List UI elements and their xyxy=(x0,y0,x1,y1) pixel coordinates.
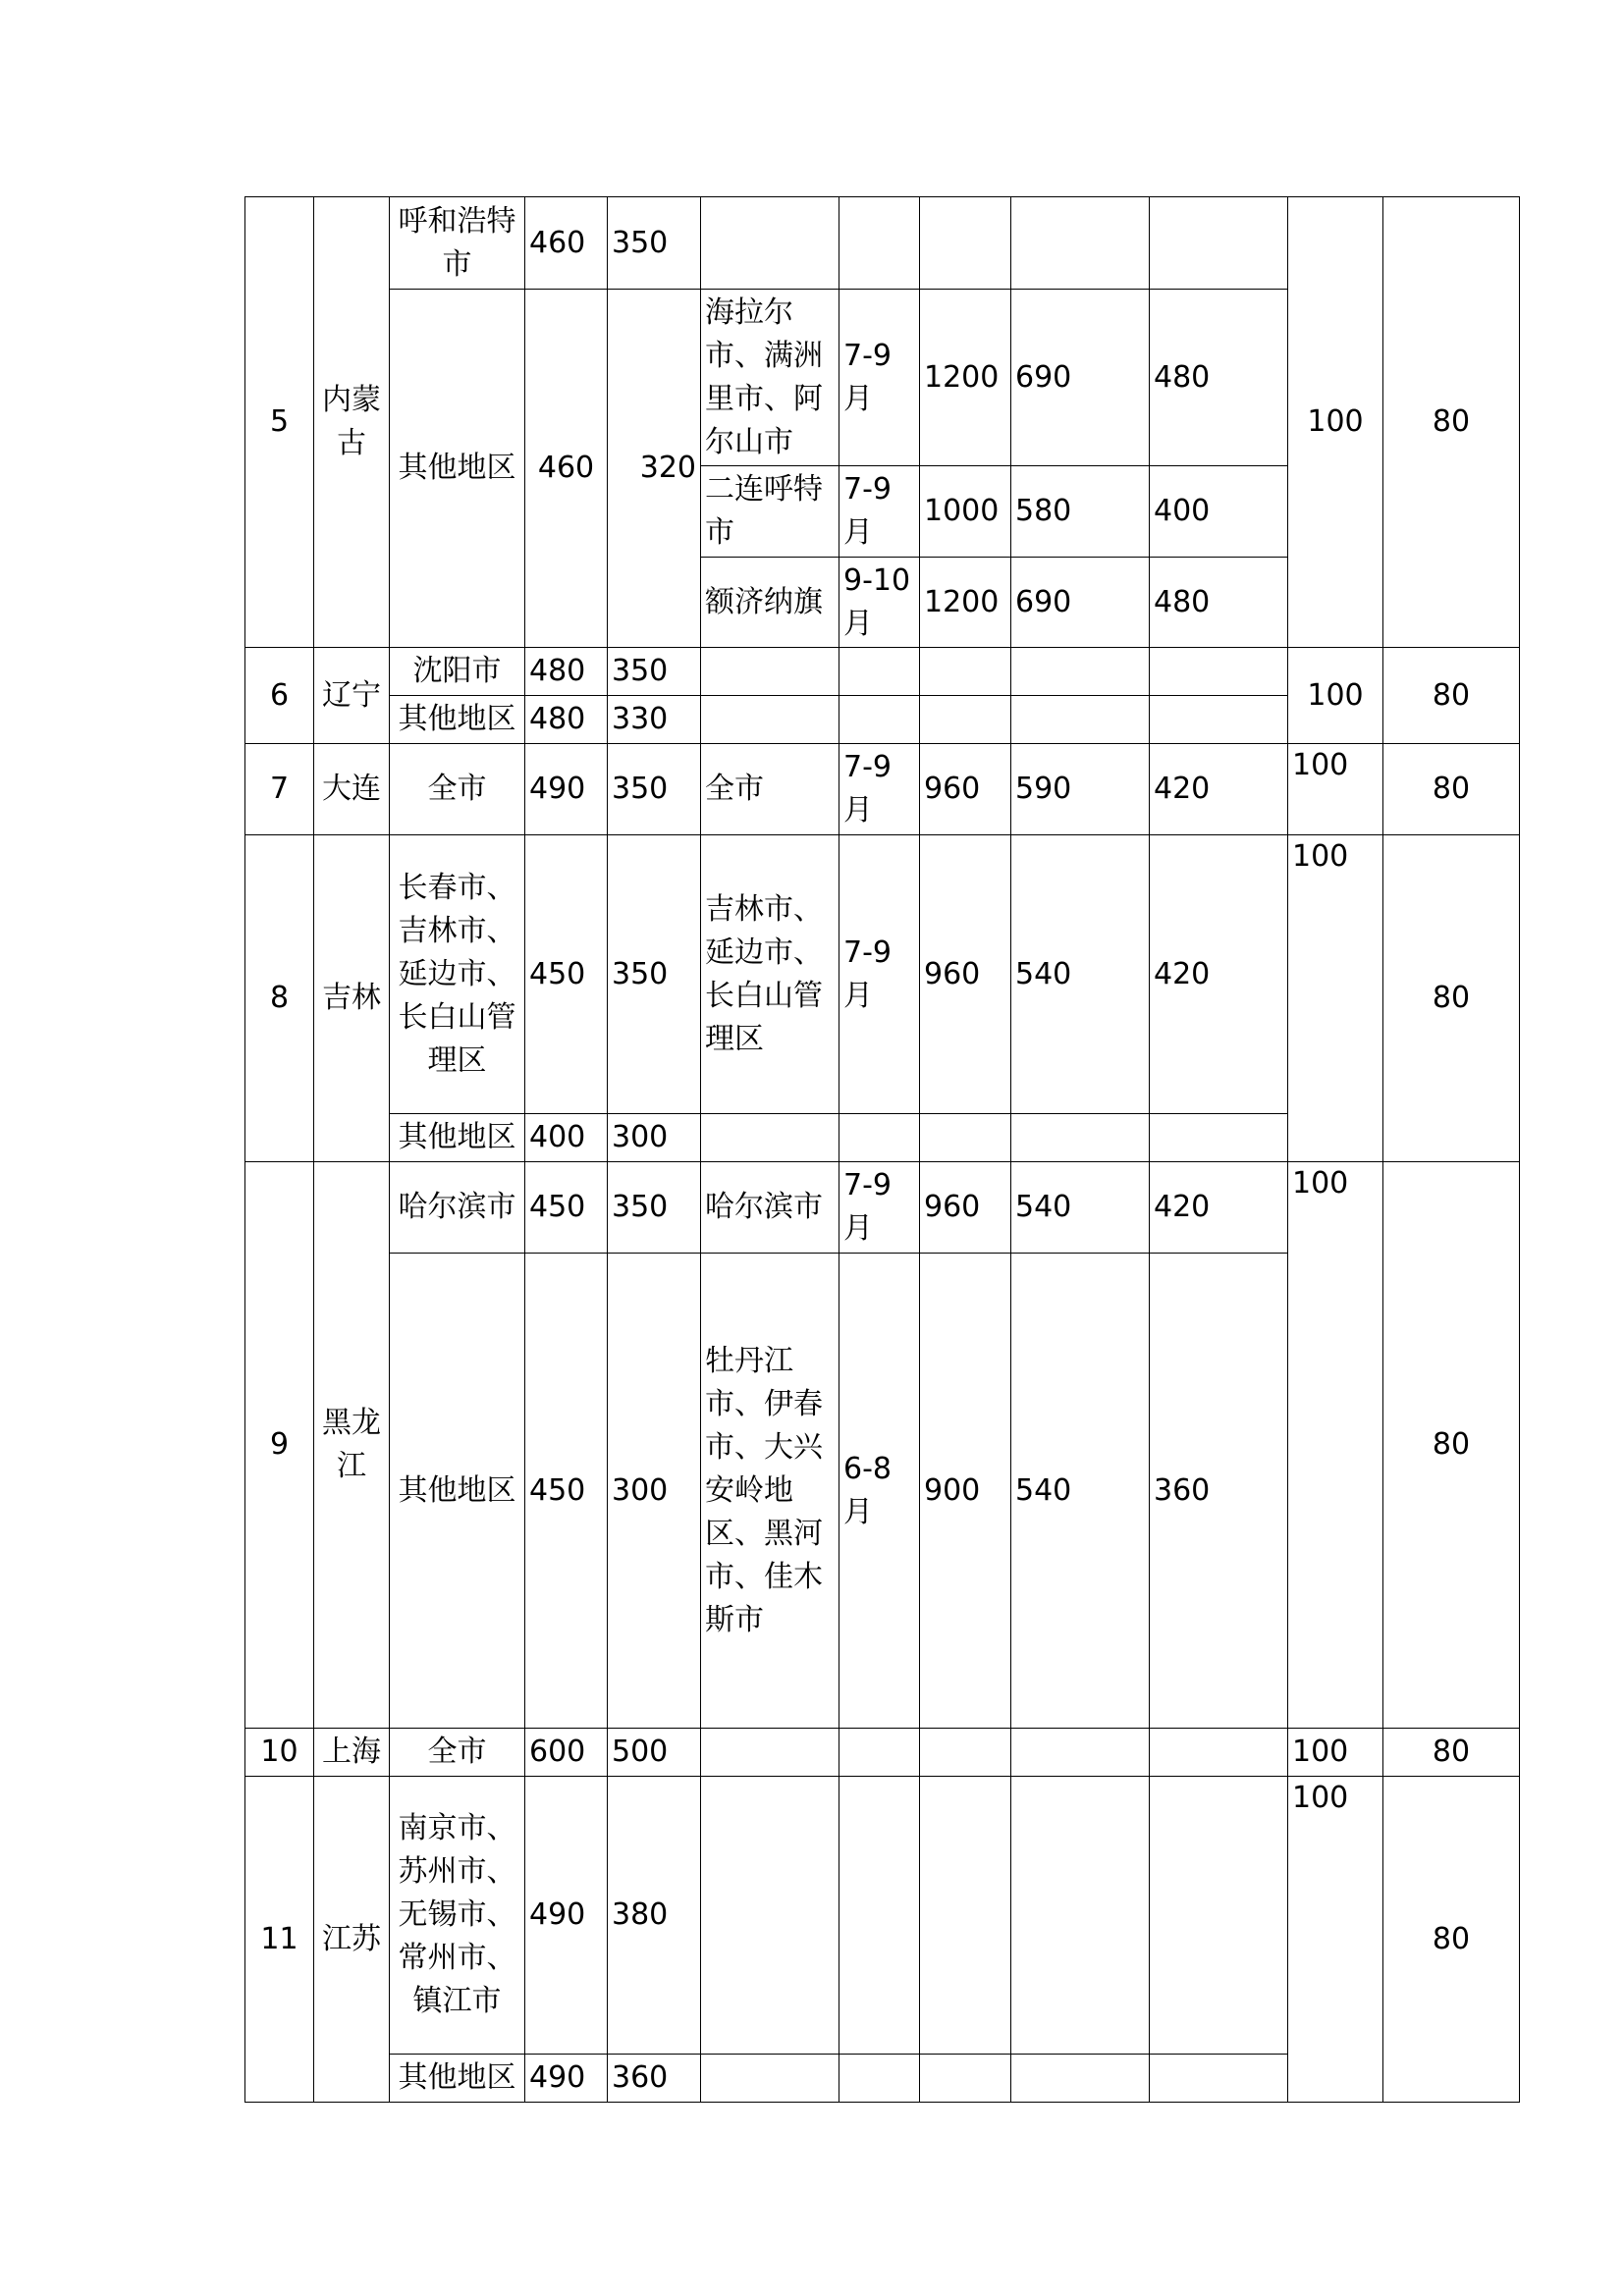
empty-cell xyxy=(839,648,920,696)
table-row xyxy=(245,1777,1520,2055)
area-cell: 其他地区 xyxy=(390,1114,525,1162)
value-cell: 360 xyxy=(1150,1254,1288,1729)
table-row xyxy=(245,197,1520,290)
table-row xyxy=(245,744,1520,835)
area-cell: 长春市、吉林市、延边市、长白山管理区 xyxy=(390,835,525,1114)
value-cell: 1200 xyxy=(920,558,1011,648)
value-cell: 300 xyxy=(608,1254,701,1729)
province-cell: 辽宁 xyxy=(314,648,390,744)
value-cell: 450 xyxy=(525,1162,608,1254)
value-cell: 420 xyxy=(1150,835,1288,1114)
area-cell: 全市 xyxy=(390,744,525,835)
value-cell: 360 xyxy=(608,2055,701,2103)
value-cell: 100 xyxy=(1288,744,1383,835)
value-cell: 400 xyxy=(525,1114,608,1162)
special-area-cell: 牡丹江市、伊春市、大兴安岭地区、黑河市、佳木斯市 xyxy=(701,1254,839,1729)
value-cell: 100 xyxy=(1288,1777,1383,2103)
empty-cell xyxy=(701,1114,839,1162)
table-row xyxy=(245,1162,1520,1254)
province-cell: 黑龙江 xyxy=(314,1162,390,1729)
value-cell: 480 xyxy=(1150,290,1288,466)
value-cell: 960 xyxy=(920,835,1011,1114)
empty-cell xyxy=(1150,648,1288,696)
empty-cell xyxy=(1011,648,1150,696)
empty-cell xyxy=(920,1729,1011,1777)
value-cell: 690 xyxy=(1011,558,1150,648)
row-number: 10 xyxy=(245,1729,314,1777)
value-cell: 460 xyxy=(525,197,608,290)
row-number: 7 xyxy=(245,744,314,835)
province-cell: 大连 xyxy=(314,744,390,835)
special-area-cell: 吉林市、延边市、长白山管理区 xyxy=(701,835,839,1114)
province-cell: 内蒙古 xyxy=(314,197,390,648)
value-cell: 690 xyxy=(1011,290,1150,466)
province-cell: 江苏 xyxy=(314,1777,390,2103)
value-cell: 80 xyxy=(1383,1162,1520,1729)
row-number: 8 xyxy=(245,835,314,1162)
empty-cell xyxy=(920,1114,1011,1162)
area-cell: 沈阳市 xyxy=(390,648,525,696)
row-number: 5 xyxy=(245,197,314,648)
empty-cell xyxy=(1150,1729,1288,1777)
value-cell: 900 xyxy=(920,1254,1011,1729)
empty-cell xyxy=(1150,2055,1288,2103)
value-cell: 540 xyxy=(1011,1162,1150,1254)
value-cell: 100 xyxy=(1288,197,1383,648)
empty-cell xyxy=(1011,696,1150,744)
value-cell: 380 xyxy=(608,1777,701,2055)
area-cell: 其他地区 xyxy=(390,2055,525,2103)
area-cell: 其他地区 xyxy=(390,1254,525,1729)
value-cell: 480 xyxy=(525,648,608,696)
value-cell: 590 xyxy=(1011,744,1150,835)
value-cell: 580 xyxy=(1011,466,1150,558)
value-cell: 80 xyxy=(1383,1777,1520,2103)
value-cell: 350 xyxy=(608,648,701,696)
table-row xyxy=(245,835,1520,1114)
empty-cell xyxy=(920,696,1011,744)
empty-cell xyxy=(839,1777,920,2055)
period-cell: 7-9月 xyxy=(839,835,920,1114)
empty-cell xyxy=(920,648,1011,696)
period-cell: 7-9月 xyxy=(839,466,920,558)
period-cell: 7-9月 xyxy=(839,1162,920,1254)
value-cell: 100 xyxy=(1288,1162,1383,1729)
empty-cell xyxy=(1150,696,1288,744)
value-cell: 460 xyxy=(525,290,608,648)
row-number: 6 xyxy=(245,648,314,744)
value-cell: 450 xyxy=(525,1254,608,1729)
empty-cell xyxy=(839,1729,920,1777)
value-cell: 600 xyxy=(525,1729,608,1777)
special-area-cell: 海拉尔市、满洲里市、阿尔山市 xyxy=(701,290,839,466)
empty-cell xyxy=(701,696,839,744)
value-cell: 490 xyxy=(525,1777,608,2055)
row-number: 9 xyxy=(245,1162,314,1729)
value-cell: 490 xyxy=(525,2055,608,2103)
special-area-cell: 二连呼特市 xyxy=(701,466,839,558)
value-cell: 80 xyxy=(1383,648,1520,744)
value-cell: 100 xyxy=(1288,1729,1383,1777)
area-cell: 其他地区 xyxy=(390,696,525,744)
value-cell: 300 xyxy=(608,1114,701,1162)
area-cell: 全市 xyxy=(390,1729,525,1777)
empty-cell xyxy=(920,1777,1011,2055)
value-cell: 420 xyxy=(1150,744,1288,835)
value-cell: 320 xyxy=(608,290,701,648)
value-cell: 480 xyxy=(525,696,608,744)
value-cell: 330 xyxy=(608,696,701,744)
empty-cell xyxy=(1011,197,1150,290)
value-cell: 480 xyxy=(1150,558,1288,648)
empty-cell xyxy=(1150,1114,1288,1162)
empty-cell xyxy=(1011,1777,1150,2055)
value-cell: 450 xyxy=(525,835,608,1114)
row-number: 11 xyxy=(245,1777,314,2103)
value-cell: 500 xyxy=(608,1729,701,1777)
table-row xyxy=(245,648,1520,696)
value-cell: 540 xyxy=(1011,835,1150,1114)
empty-cell xyxy=(1011,2055,1150,2103)
area-cell: 南京市、苏州市、无锡市、常州市、镇江市 xyxy=(390,1777,525,2055)
empty-cell xyxy=(839,696,920,744)
empty-cell xyxy=(920,197,1011,290)
table-row xyxy=(245,1729,1520,1777)
empty-cell xyxy=(839,197,920,290)
area-cell: 哈尔滨市 xyxy=(390,1162,525,1254)
value-cell: 350 xyxy=(608,1162,701,1254)
area-cell: 呼和浩特市 xyxy=(390,197,525,290)
value-cell: 540 xyxy=(1011,1254,1150,1729)
special-area-cell: 额济纳旗 xyxy=(701,558,839,648)
standards-table xyxy=(244,196,1520,2103)
empty-cell xyxy=(1011,1114,1150,1162)
value-cell: 1000 xyxy=(920,466,1011,558)
value-cell: 1200 xyxy=(920,290,1011,466)
empty-cell xyxy=(1150,197,1288,290)
period-cell: 6-8月 xyxy=(839,1254,920,1729)
empty-cell xyxy=(1150,1777,1288,2055)
value-cell: 350 xyxy=(608,835,701,1114)
empty-cell xyxy=(1011,1729,1150,1777)
value-cell: 100 xyxy=(1288,835,1383,1162)
period-cell: 7-9月 xyxy=(839,744,920,835)
special-area-cell: 全市 xyxy=(701,744,839,835)
value-cell: 350 xyxy=(608,744,701,835)
period-cell: 9-10月 xyxy=(839,558,920,648)
empty-cell xyxy=(839,1114,920,1162)
empty-cell xyxy=(701,2055,839,2103)
province-cell: 吉林 xyxy=(314,835,390,1162)
value-cell: 490 xyxy=(525,744,608,835)
area-cell: 其他地区 xyxy=(390,290,525,648)
empty-cell xyxy=(920,2055,1011,2103)
value-cell: 80 xyxy=(1383,1729,1520,1777)
value-cell: 350 xyxy=(608,197,701,290)
empty-cell xyxy=(701,1729,839,1777)
value-cell: 960 xyxy=(920,1162,1011,1254)
value-cell: 960 xyxy=(920,744,1011,835)
period-cell: 7-9月 xyxy=(839,290,920,466)
value-cell: 400 xyxy=(1150,466,1288,558)
empty-cell xyxy=(701,197,839,290)
empty-cell xyxy=(701,1777,839,2055)
special-area-cell: 哈尔滨市 xyxy=(701,1162,839,1254)
value-cell: 420 xyxy=(1150,1162,1288,1254)
empty-cell xyxy=(839,2055,920,2103)
value-cell: 80 xyxy=(1383,197,1520,648)
empty-cell xyxy=(701,648,839,696)
value-cell: 80 xyxy=(1383,744,1520,835)
value-cell: 100 xyxy=(1288,648,1383,744)
province-cell: 上海 xyxy=(314,1729,390,1777)
value-cell: 80 xyxy=(1383,835,1520,1162)
